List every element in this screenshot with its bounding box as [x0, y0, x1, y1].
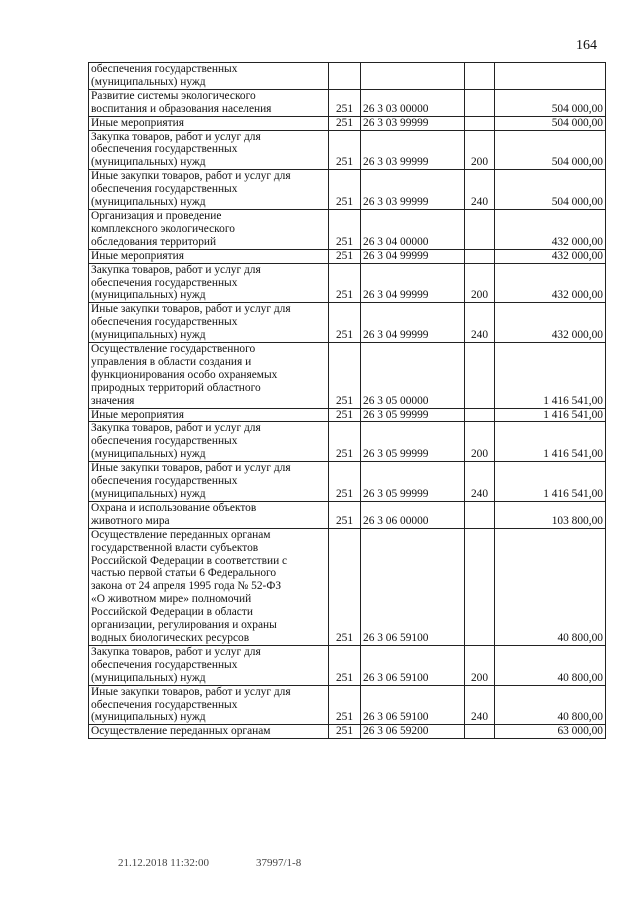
row-ved-code: 251 [329, 249, 361, 263]
row-ved-code: 251 [329, 645, 361, 685]
table-row [89, 343, 606, 409]
table-row [89, 116, 606, 130]
row-amount: 40 800,00 [495, 645, 606, 685]
row-name: Закупка товаров, работ и услуг для обеспечения государственных (муниципальных) нужд [89, 263, 329, 303]
row-ved-code: 251 [329, 209, 361, 249]
row-name: Иные мероприятия [89, 116, 329, 130]
row-expense-type [465, 116, 495, 130]
row-target-article [361, 63, 465, 90]
row-expense-type [465, 343, 495, 409]
row-ved-code: 251 [329, 528, 361, 645]
footer-timestamp: 21.12.2018 11:32:00 [118, 857, 209, 869]
row-name: Осуществление переданных органам государственной власти субъектов Российской Федерации в соответствии с частью первой статьи 6 Федерального закона от 24 апреля 1995 года № 52-ФЗ «О животном мире» полномочий Российской Федерации в области организации, регулирования и охраны водных биологических ресурсов [89, 528, 329, 645]
row-amount: 504 000,00 [495, 130, 606, 170]
row-ved-code: 251 [329, 462, 361, 502]
row-ved-code: 251 [329, 343, 361, 409]
row-expense-type [465, 89, 495, 116]
row-ved-code: 251 [329, 303, 361, 343]
row-ved-code: 251 [329, 422, 361, 462]
table-row [89, 528, 606, 645]
row-target-article: 26 3 06 59100 [361, 645, 465, 685]
row-name: Иные закупки товаров, работ и услуг для обеспечения государственных (муниципальных) нужд [89, 303, 329, 343]
row-name: Осуществление переданных органам [89, 725, 329, 739]
table-row [89, 725, 606, 739]
row-amount: 1 416 541,00 [495, 422, 606, 462]
row-target-article: 26 3 04 00000 [361, 209, 465, 249]
row-amount: 40 800,00 [495, 528, 606, 645]
row-ved-code [329, 63, 361, 90]
table-row [89, 249, 606, 263]
row-expense-type: 200 [465, 130, 495, 170]
row-amount: 432 000,00 [495, 249, 606, 263]
table-row [89, 63, 606, 90]
row-amount: 504 000,00 [495, 116, 606, 130]
row-ved-code: 251 [329, 725, 361, 739]
table-row [89, 462, 606, 502]
row-expense-type [465, 249, 495, 263]
row-target-article: 26 3 05 99999 [361, 422, 465, 462]
row-target-article: 26 3 04 99999 [361, 263, 465, 303]
row-name: Закупка товаров, работ и услуг для обеспечения государственных (муниципальных) нужд [89, 422, 329, 462]
table-row [89, 422, 606, 462]
table-row [89, 170, 606, 210]
row-expense-type: 200 [465, 645, 495, 685]
row-amount: 103 800,00 [495, 501, 606, 528]
row-ved-code: 251 [329, 89, 361, 116]
row-amount: 504 000,00 [495, 170, 606, 210]
row-name: Организация и проведение комплексного экологического обследования территорий [89, 209, 329, 249]
row-name: Иные мероприятия [89, 408, 329, 422]
row-target-article: 26 3 05 99999 [361, 462, 465, 502]
row-name: Охрана и использование объектов животного мира [89, 501, 329, 528]
row-expense-type: 200 [465, 422, 495, 462]
row-ved-code: 251 [329, 501, 361, 528]
row-target-article: 26 3 03 00000 [361, 89, 465, 116]
row-name: Закупка товаров, работ и услуг для обеспечения государственных (муниципальных) нужд [89, 130, 329, 170]
row-ved-code: 251 [329, 170, 361, 210]
row-expense-type: 240 [465, 462, 495, 502]
row-amount: 432 000,00 [495, 263, 606, 303]
row-name: Закупка товаров, работ и услуг для обеспечения государственных (муниципальных) нужд [89, 645, 329, 685]
table-row [89, 263, 606, 303]
row-name: Иные закупки товаров, работ и услуг для обеспечения государственных (муниципальных) нужд [89, 170, 329, 210]
row-amount: 1 416 541,00 [495, 408, 606, 422]
budget-table-body [89, 63, 606, 739]
row-target-article: 26 3 06 59100 [361, 528, 465, 645]
row-name: Иные закупки товаров, работ и услуг для обеспечения государственных (муниципальных) нужд [89, 685, 329, 725]
table-row [89, 685, 606, 725]
row-ved-code: 251 [329, 116, 361, 130]
row-target-article: 26 3 03 99999 [361, 130, 465, 170]
row-ved-code: 251 [329, 130, 361, 170]
row-expense-type: 200 [465, 263, 495, 303]
row-expense-type: 240 [465, 303, 495, 343]
row-amount: 432 000,00 [495, 303, 606, 343]
row-amount: 63 000,00 [495, 725, 606, 739]
row-target-article: 26 3 06 00000 [361, 501, 465, 528]
table-row [89, 303, 606, 343]
row-name: обеспечения государственных (муниципальных) нужд [89, 63, 329, 90]
row-expense-type [465, 209, 495, 249]
row-amount: 1 416 541,00 [495, 462, 606, 502]
row-target-article: 26 3 05 99999 [361, 408, 465, 422]
row-name: Осуществление государственного управления в области создания и функционирования особо охраняемых природных территорий областного значения [89, 343, 329, 409]
row-amount [495, 63, 606, 90]
budget-table [88, 62, 606, 739]
row-target-article: 26 3 03 99999 [361, 170, 465, 210]
row-amount: 432 000,00 [495, 209, 606, 249]
row-name: Развитие системы экологического воспитания и образования населения [89, 89, 329, 116]
table-row [89, 408, 606, 422]
row-expense-type [465, 408, 495, 422]
row-amount: 504 000,00 [495, 89, 606, 116]
row-target-article: 26 3 05 00000 [361, 343, 465, 409]
row-target-article: 26 3 06 59200 [361, 725, 465, 739]
table-row [89, 209, 606, 249]
table-row [89, 501, 606, 528]
row-amount: 40 800,00 [495, 685, 606, 725]
row-expense-type [465, 725, 495, 739]
row-name: Иные закупки товаров, работ и услуг для обеспечения государственных (муниципальных) нужд [89, 462, 329, 502]
row-ved-code: 251 [329, 685, 361, 725]
row-ved-code: 251 [329, 263, 361, 303]
row-expense-type [465, 501, 495, 528]
table-row [89, 645, 606, 685]
row-name: Иные мероприятия [89, 249, 329, 263]
row-target-article: 26 3 03 99999 [361, 116, 465, 130]
row-amount: 1 416 541,00 [495, 343, 606, 409]
row-target-article: 26 3 06 59100 [361, 685, 465, 725]
table-row [89, 89, 606, 116]
page-number: 164 [576, 38, 597, 53]
row-target-article: 26 3 04 99999 [361, 303, 465, 343]
row-expense-type [465, 528, 495, 645]
row-expense-type [465, 63, 495, 90]
row-expense-type: 240 [465, 170, 495, 210]
footer-document-code: 37997/1-8 [256, 857, 302, 869]
row-expense-type: 240 [465, 685, 495, 725]
row-target-article: 26 3 04 99999 [361, 249, 465, 263]
row-ved-code: 251 [329, 408, 361, 422]
table-row [89, 130, 606, 170]
